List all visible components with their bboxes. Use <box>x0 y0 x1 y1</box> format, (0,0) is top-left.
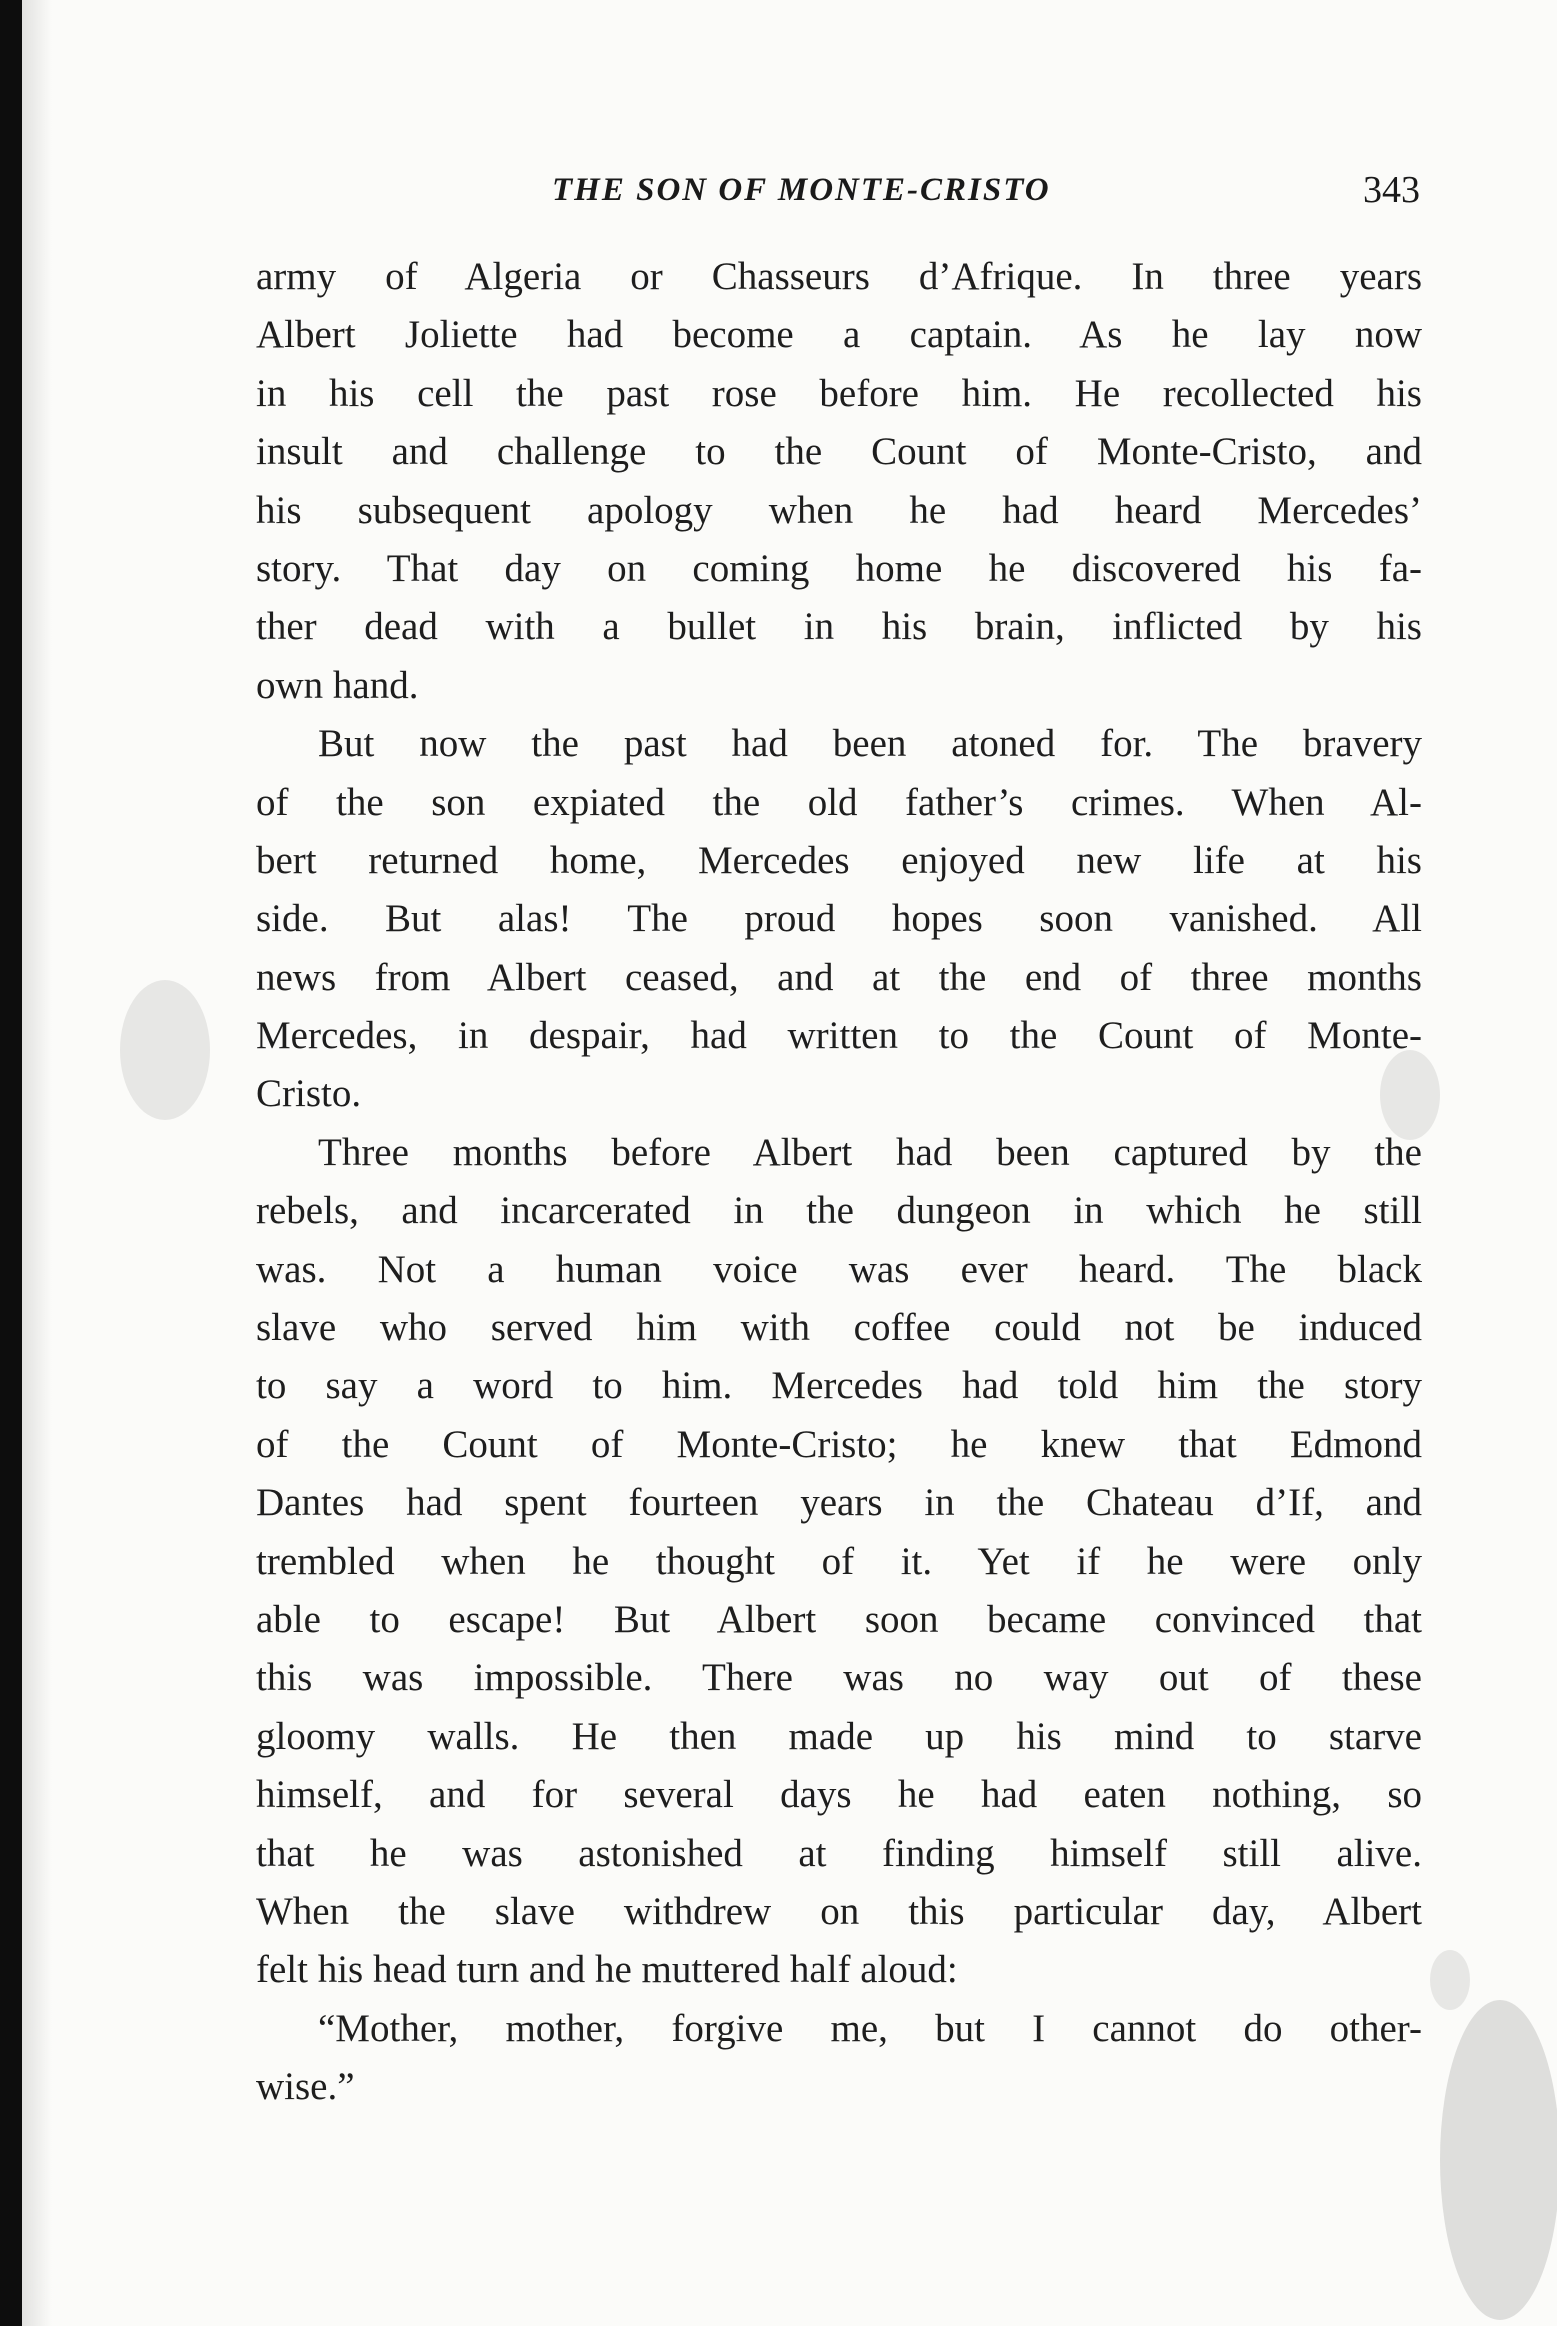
text-line: bert returned home, Mercedes enjoyed new life at his <box>256 838 1422 882</box>
text-line: story. That day on coming home he discovered his fa- <box>256 546 1422 590</box>
text-line: When the slave withdrew on this particular day, Albert <box>256 1889 1422 1933</box>
text-line: felt his head turn and he muttered half aloud: <box>256 1948 958 1992</box>
paper-stain <box>120 980 210 1120</box>
text-line: of the Count of Monte-Cristo; he knew that Edmond <box>256 1422 1422 1466</box>
text-line: Albert Joliette had become a captain. As he lay now <box>256 313 1422 357</box>
text-line: Cristo. <box>256 1072 362 1116</box>
text-line: this was impossible. There was no way out of these <box>256 1656 1422 1700</box>
body-text <box>256 248 1422 2117</box>
text-line: slave who served him with coffee could not be induced <box>256 1306 1422 1350</box>
text-line: was. Not a human voice was ever heard. The black <box>256 1247 1422 1291</box>
text-line: own hand. <box>256 663 419 707</box>
paper-stain <box>1440 2000 1557 2320</box>
text-line: in his cell the past rose before him. He recollected his <box>256 371 1422 415</box>
text-line: Dantes had spent fourteen years in the Chateau d’If, and <box>256 1481 1422 1525</box>
text-line: himself, and for several days he had eaten nothing, so <box>256 1773 1422 1817</box>
text-line: wise.” <box>256 2065 355 2109</box>
text-line: trembled when he thought of it. Yet if he were only <box>256 1539 1422 1583</box>
text-line: ther dead with a bullet in his brain, inflicted by his <box>256 605 1422 649</box>
running-title: THE SON OF MONTE-CRISTO <box>552 172 1051 208</box>
text-line: of the son expiated the old father’s crimes. When Al- <box>256 780 1422 824</box>
text-line: his subsequent apology when he had heard Mercedes’ <box>256 488 1422 532</box>
text-line: insult and challenge to the Count of Monte-Cristo, and <box>256 430 1422 474</box>
book-binding-edge <box>0 0 22 2326</box>
text-line: Three months before Albert had been captured by the <box>318 1130 1422 1174</box>
text-line: able to escape! But Albert soon became convinced that <box>256 1597 1422 1641</box>
text-line: side. But alas! The proud hopes soon vanished. All <box>256 897 1422 941</box>
text-line: But now the past had been atoned for. The bravery <box>318 722 1422 766</box>
text-line: rebels, and incarcerated in the dungeon in which he still <box>256 1189 1422 1233</box>
binding-shadow <box>22 0 52 2326</box>
text-line: army of Algeria or Chasseurs d’Afrique. In three years <box>256 255 1422 298</box>
paper-stain <box>1430 1950 1470 2010</box>
text-line: to say a word to him. Mercedes had told him the story <box>256 1364 1422 1408</box>
text-line: news from Albert ceased, and at the end of three months <box>256 955 1422 999</box>
text-line: gloomy walls. He then made up his mind to starve <box>256 1714 1422 1758</box>
page-number: 343 <box>1363 169 1420 211</box>
text-line: that he was astonished at finding himself still alive. <box>256 1831 1422 1875</box>
page-header <box>256 168 1446 228</box>
text-line: “Mother, mother, forgive me, but I cannot do other- <box>318 2006 1422 2050</box>
text-line: Mercedes, in despair, had written to the Count of Monte- <box>256 1014 1422 1058</box>
